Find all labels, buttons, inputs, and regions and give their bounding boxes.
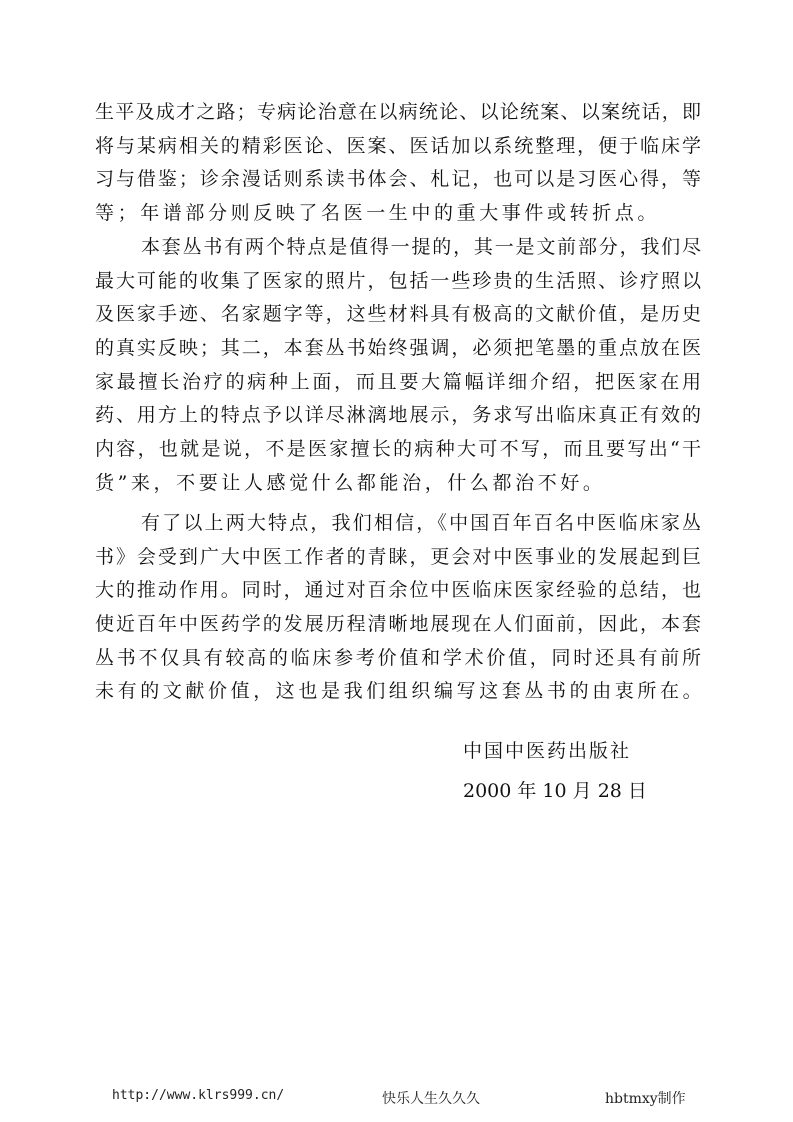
text-line: 使近百年中医药学的发展历程清晰地展现在人们面前，因此，本套 <box>95 613 701 636</box>
text-line: 内容，也就是说，不是医家擅长的病种大可不写，而且要写出“干 <box>95 438 701 461</box>
text-line: 大的推动作用。同时，通过对百余位中医临床医家经验的总结，也 <box>95 579 701 602</box>
text-line: 最大可能的收集了医家的照片，包括一些珍贵的生活照、诊疗照以 <box>95 269 701 292</box>
text-line: 的真实反映；其二，本套丛书始终强调，必须把笔墨的重点放在医 <box>95 337 701 360</box>
text-line: 有了以上两大特点，我们相信，《中国百年百名中医临床家丛 <box>141 512 701 534</box>
text-line: 本套丛书有两个特点是值得一提的，其一是文前部分，我们尽 <box>141 236 701 258</box>
footer-center-text: 快乐人生久久久 <box>382 1091 480 1107</box>
publisher-signature: 中国中医药出版社 <box>463 740 632 762</box>
text-line: 及医家手迹、名家题字等，这些材料具有极高的文献价值，是历史 <box>95 303 701 326</box>
paragraph-3 <box>95 507 706 709</box>
paragraph-2 <box>95 231 701 501</box>
text-line: 家最擅长治疗的病种上面，而且要大篇幅详细介绍，把医家在用 <box>95 370 701 393</box>
text-line: 药、用方上的特点予以详尽淋漓地展示，务求写出临床真正有效的 <box>95 404 701 427</box>
text-line: 书》会受到广大中医工作者的青睐，更会对中医事业的发展起到巨 <box>95 545 701 568</box>
footer-credit: hbtmxy制作 <box>605 1091 686 1107</box>
text-line: 等；年谱部分则反映了名医一生中的重大事件或转折点。 <box>95 202 661 225</box>
text-line: 将与某病相关的精彩医论、医案、医话加以系统整理，便于临床学 <box>95 134 701 157</box>
text-line: 未有的文献价值，这也是我们组织编写这套丛书的由衷所在。 <box>95 680 706 703</box>
text-line: 习与借鉴；诊余漫话则系读书体会、札记，也可以是习医心得，等 <box>95 168 701 191</box>
footer-url-link[interactable]: http://www.klrs999.cn/ <box>112 1088 285 1103</box>
paragraph-1 <box>95 96 701 231</box>
text-line: 货”来，不要让人感觉什么都能治，什么都治不好。 <box>95 471 606 494</box>
text-line: 生平及成才之路；专病论治意在以病统论、以论统案、以案统话，即 <box>95 101 701 123</box>
text-line: 丛书不仅具有较高的临床参考价值和学术价值，同时还具有前所 <box>95 646 701 669</box>
signature-date: 2000 年 10 月 28 日 <box>463 780 647 802</box>
